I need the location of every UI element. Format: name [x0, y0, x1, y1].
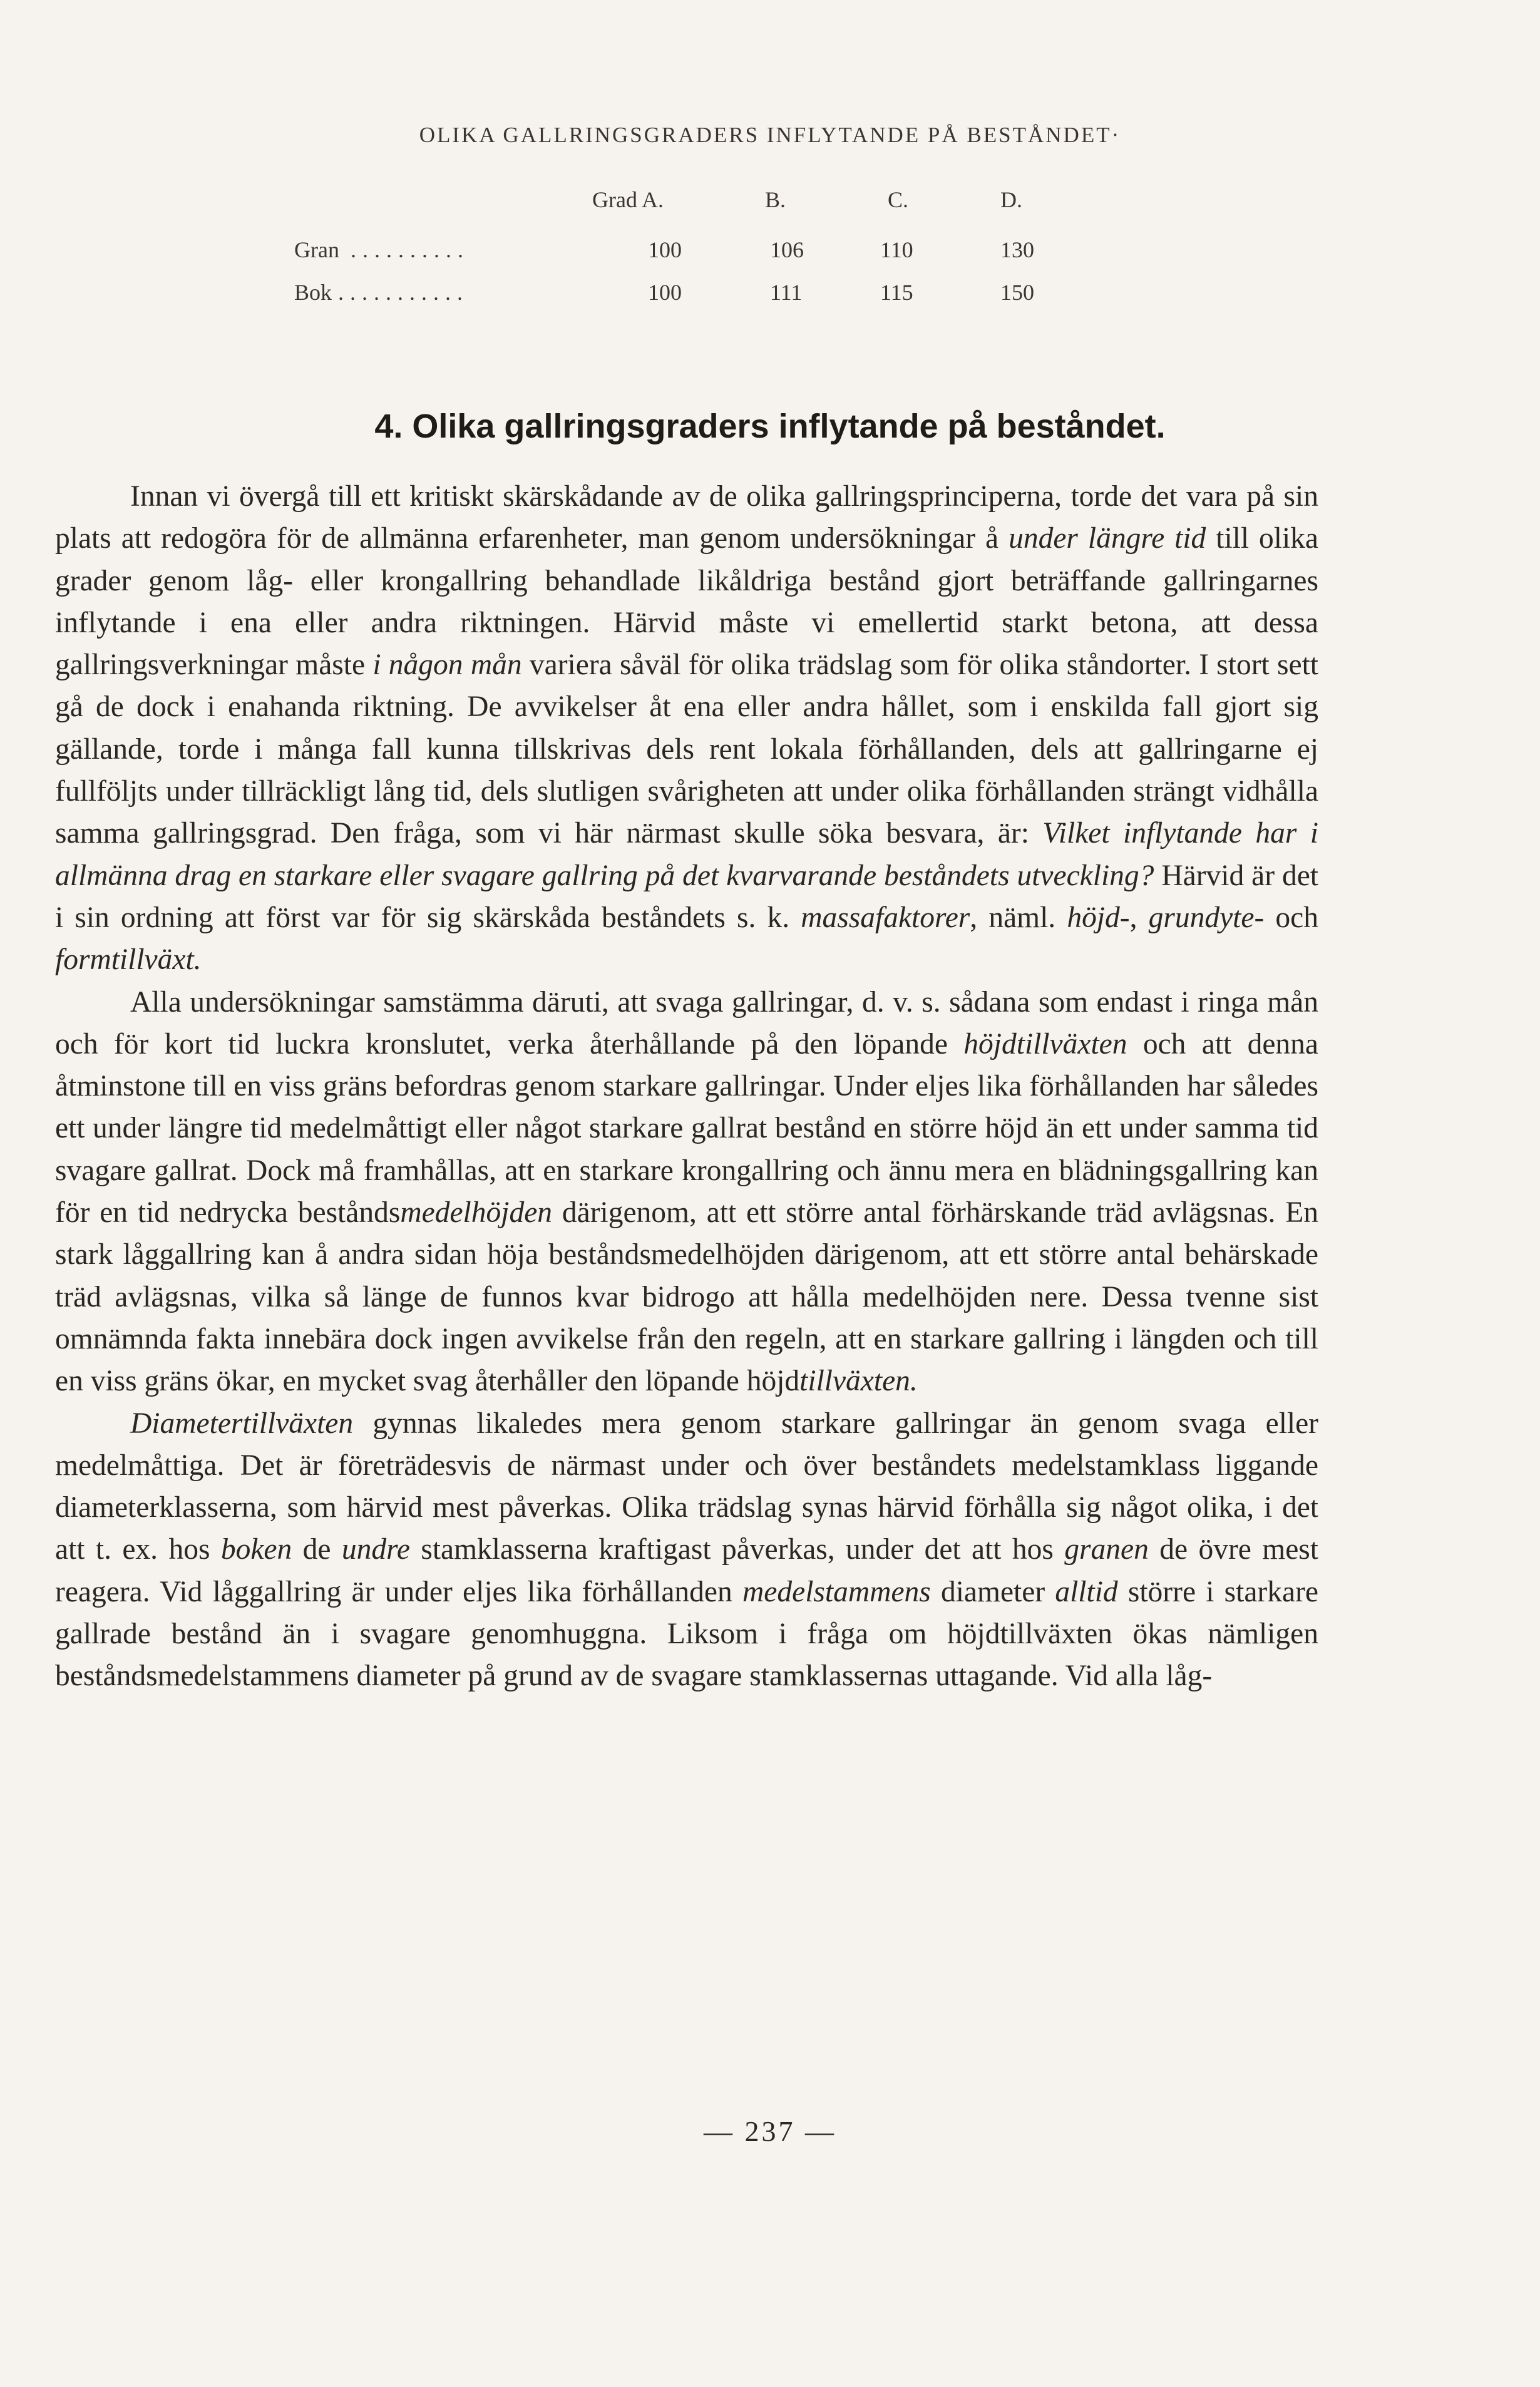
text-run: Härvid är det i sin ordning att först var för sig skärskåda beståndets s. k.	[55, 859, 1318, 934]
table-cell: 100	[648, 237, 682, 262]
text-run: Innan vi övergå till ett kritiskt skärskådande av de olika gallringsprinciperna, torde det vara på sin plats att redogöra för de allmänna erfarenheter, man genom undersökningar å	[55, 480, 1318, 555]
section-heading: 4. Olika gallringsgraders inflytande på beståndet.	[374, 408, 1166, 445]
italic-run: undre	[341, 1533, 410, 1566]
text-run: ,	[1129, 901, 1149, 934]
leader-dots: ..........	[351, 237, 470, 262]
table-header-c: C.	[888, 187, 909, 212]
text-run: därigenom, att ett större antal förhärskande träd avlägsnas. En stark låggallring kan å andra sidan höja beståndsmedelhöjden därigenom, att ett större antal behärskade träd avlägsnas, vilka så länge de funnos kvar bidrogo att hålla medelhöjden nere. Dessa tvenne sist omnämnda fakta innebära dock ingen avvikelse från den regeln, att en starkare gallring i längden och till en viss gräns ökar, en mycket svag återhåller den löpande höjd	[55, 1196, 1318, 1398]
table-cell: 100	[648, 280, 682, 305]
table-header-b: B.	[765, 187, 786, 212]
page-number: — 237 —	[704, 2115, 836, 2147]
text-run: diameter	[930, 1575, 1055, 1608]
table-cell: 111	[770, 280, 803, 305]
table-cell: 115	[880, 280, 913, 305]
table-cell: 106	[770, 237, 804, 262]
italic-run: alltid	[1055, 1575, 1118, 1608]
table-cell: 150	[1000, 280, 1034, 305]
table-cell: 130	[1000, 237, 1034, 262]
italic-run: Diametertillväxten	[130, 1407, 354, 1440]
italic-run: formtillväxt.	[55, 943, 202, 977]
text-run: de	[292, 1533, 342, 1566]
text-run: Alla undersökningar samstämma däruti, att svaga gallringar, d. v. s. sådana som endast i ringa mån och för kort tid luckra kronslutet, verka återhållande på den löpande	[55, 985, 1318, 1060]
paragraph	[55, 982, 1318, 1403]
text-run: , näml.	[970, 901, 1067, 934]
text-run: de övre mest reagera. Vid låggallring är under eljes lika förhållanden	[55, 1533, 1318, 1608]
text-run: stamklasserna kraftigast påverkas, under det att hos	[409, 1533, 1065, 1566]
text-run: och att denna åtminstone till en viss gräns befordras genom starkare gallringar. Under eljes lika förhållanden har således ett under längre tid medelmåttigt eller något starkare gallrat bestånd en större höjd än ett under samma tid svagare gallrat. Dock må framhållas, att en starkare krongallring och ännu mera en blädningsgallring kan för en tid nedrycka bestånds	[55, 1027, 1318, 1229]
table-header-grad: Grad	[592, 187, 637, 212]
paragraph	[55, 476, 1318, 982]
table-header-a: A.	[642, 187, 664, 212]
paragraph	[55, 1403, 1318, 1698]
italic-run: i någon mån	[372, 649, 522, 682]
italic-run: granen	[1064, 1533, 1149, 1566]
italic-run: grundyte-	[1148, 901, 1265, 934]
running-head: OLIKA GALLRINGSGRADERS INFLYTANDE PÅ BESTÅNDET·	[419, 123, 1121, 147]
italic-run: Vilket inflytande har i allmänna drag en starkare eller svagare gallring på det kvarvarande beståndets utveckling?	[55, 817, 1318, 892]
italic-run: medelhöjden	[400, 1196, 553, 1229]
italic-run: medelstammens	[742, 1575, 931, 1608]
text-run: till olika grader genom låg- eller krongallring behandlade likåldriga bestånd gjort beträffande gallringarnes inflytande i ena eller andra riktningen. Härvid måste vi emellertid starkt betona, att dessa gallringsverkningar måste	[55, 522, 1319, 682]
italic-run: höjdtillväxten	[963, 1027, 1127, 1060]
table-header-d: D.	[1000, 187, 1022, 212]
leader-dots: ...........	[338, 280, 469, 305]
table-cell: 110	[880, 237, 913, 262]
text-run: större i starkare gallrade bestånd än i svagare genomhuggna. Liksom i fråga om höjdtillväxten ökas nämligen beståndsmedelstammens diameter på grund av de svagare stamklassernas uttagande. Vid alla låg-	[55, 1575, 1318, 1693]
text-run: och	[1264, 901, 1319, 934]
italic-run: boken	[220, 1533, 292, 1566]
italic-run: höjd-	[1067, 901, 1130, 934]
italic-run: massafaktorer	[801, 901, 970, 934]
text-run: variera såväl för olika trädslag som för olika ståndorter. I stort sett gå de dock i enahanda riktning. De avvikelser åt ena eller andra hållet, som i enskilda fall gjort sig gällande, torde i många fall kunna tillskrivas dels rent lokala förhållanden, dels att gallringarne ej fullföljts under tillräckligt lång tid, dels slutligen svårigheten att under olika förhållanden strängt vidhålla samma gallringsgrad. Den fråga, som vi här närmast skulle söka besvara, är:	[55, 649, 1318, 850]
italic-run: tillväxten.	[799, 1365, 918, 1398]
table-row-label: Bok	[294, 280, 332, 305]
body-text	[55, 476, 1318, 1698]
italic-run: under längre tid	[1009, 522, 1206, 555]
text-run: gynnas likaledes mera genom starkare gallringar än genom svaga eller medelmåttiga. Det är företrädesvis de närmast under och över beståndets medelstamklass liggande diameterklasserna, som härvid mest påverkas. Olika trädslag synas härvid förhålla sig något olika, i det att t. ex. hos	[55, 1407, 1318, 1566]
table-row-label: Gran	[294, 237, 339, 262]
